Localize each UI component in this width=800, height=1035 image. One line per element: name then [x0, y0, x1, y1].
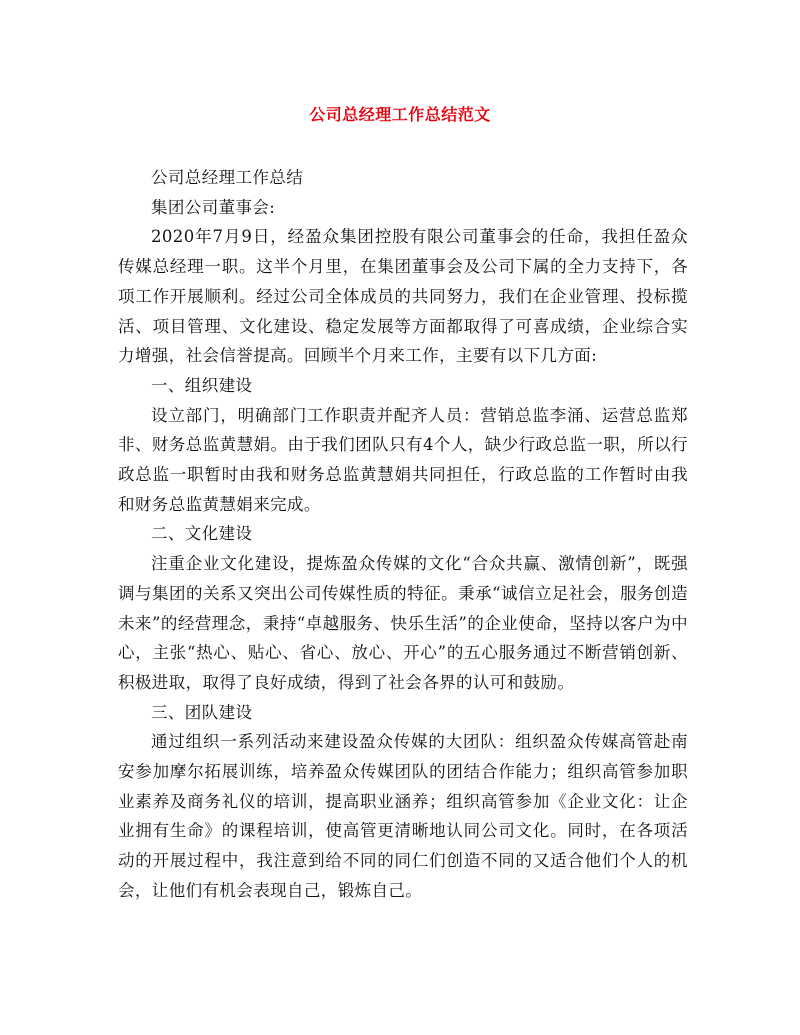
document-title: 公司总经理工作总结范文	[309, 105, 491, 124]
section-heading-culture: 二、文化建设	[151, 524, 253, 544]
paragraph-heading: 公司总经理工作总结	[151, 168, 304, 187]
paragraph-organization: 设立部门，明确部门工作职责并配齐人员：营销总监李涌、运营总监郑非、财务总监黄慧娟。由于我们团队只有4个人，缺少行政总监一职，所以行政总监一职暂时由我和财务总监黄慧娟共同担任，行政总监的工作暂时由我和财务总监黄慧娟来完成。	[118, 405, 688, 514]
paragraph-intro: 2020年7月9日，经盈众集团控股有限公司董事会的任命，我担任盈众传媒总经理一职。这半个月里，在集团董事会及公司下属的全力支持下，各项工作开展顺利。经过公司全体成员的共同努力，我们在企业管理、投标揽活、项目管理、文化建设、稳定发展等方面都取得了可喜成绩，企业综合实力增强，社会信誉提高。回顾半个月来工作，主要有以下几方面:	[118, 227, 688, 366]
paragraph-salutation: 集团公司董事会:	[151, 197, 276, 217]
paragraph-team: 通过组织一系列活动来建设盈众传媒的大团队：组织盈众传媒高管赴南安参加摩尔拓展训练，培养盈众传媒团队的团结合作能力；组织高管参加职业素养及商务礼仪的培训，提高职业涵养；组织高管参加《企业文化：让企业拥有生命》的课程培训，使高管更清晰地认同公司文化。同时，在各项活动的开展过程中，我注意到给不同的同仁们创造不同的又适合他们个人的机会，让他们有机会表现自己，锻炼自己。	[118, 732, 688, 900]
section-heading-team: 三、团队建设	[151, 702, 253, 722]
section-heading-organization: 一、组织建设	[151, 375, 253, 395]
document-body	[118, 163, 688, 906]
paragraph-culture: 注重企业文化建设，提炼盈众传媒的文化“合众共赢、激情创新”，既强调与集团的关系又突出公司传媒性质的特征。秉承“诚信立足社会，服务创造未来”的经营理念，秉持“卓越服务、快乐生活”的企业使命，坚持以客户为中心，主张“热心、贴心、省心、放心、开心”的五心服务通过不断营销创新、积极进取，取得了良好成绩，得到了社会各界的认可和鼓励。	[118, 554, 688, 692]
